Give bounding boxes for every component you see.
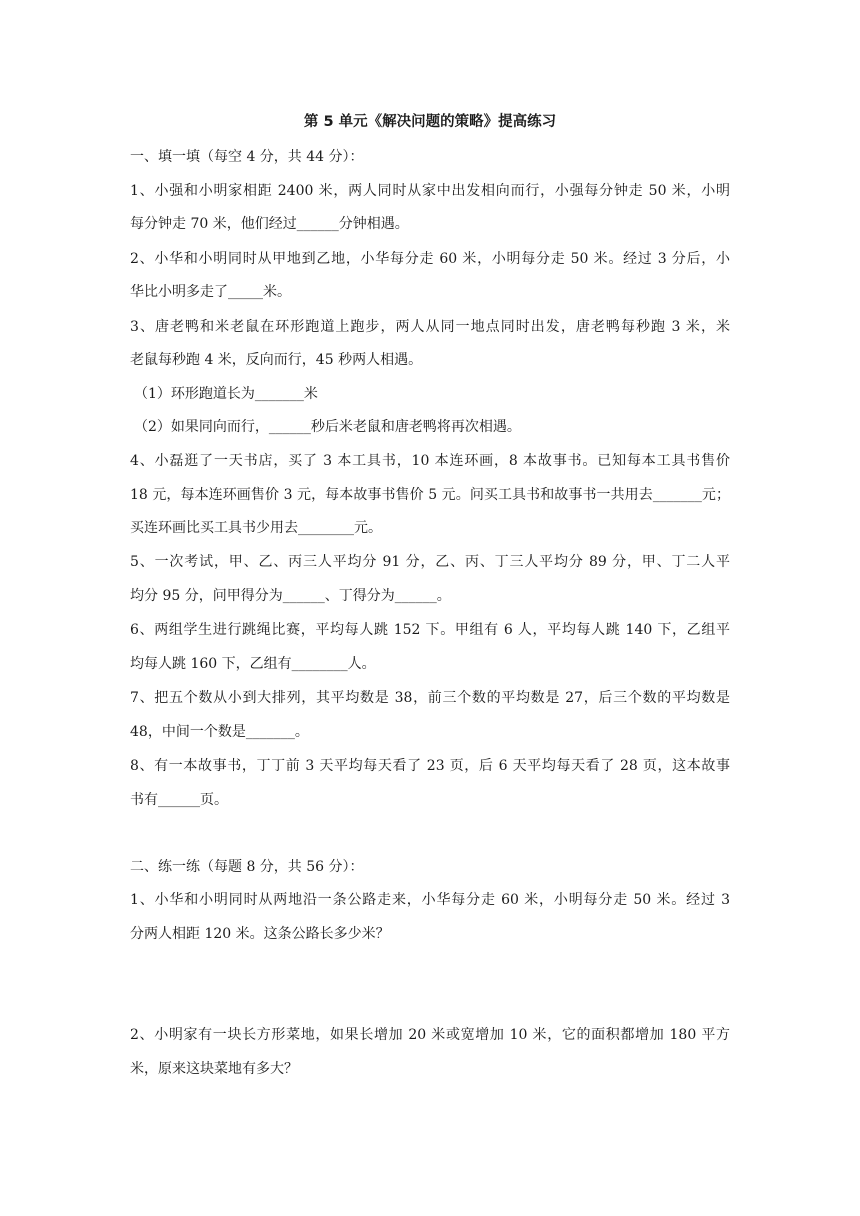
question-line: 均每人跳 160 下，乙组有________人。 [130,656,376,672]
problem-line: 分两人相距 120 米。这条公路长多少米？ [130,926,390,942]
question-line: 6、两组学生进行跳绳比赛，平均每人跳 152 下。甲组有 6 人，平均每人跳 140 下，乙组平 [130,622,730,638]
question-line: 7、把五个数从小到大排列，其平均数是 38，前三个数的平均数是 27，后三个数的平均数是 [130,690,730,706]
question-line: 每分钟走 70 米，他们经过______分钟相遇。 [130,216,409,232]
question-line: 书有______页。 [130,792,228,808]
question-line: 1、小强和小明家相距 2400 米，两人同时从家中出发相向而行，小强每分钟走 50 米，小明 [130,183,730,199]
question-line: 8、有一本故事书，丁丁前 3 天平均每天看了 23 页，后 6 天平均每天看了 28 页，这本故事 [130,758,730,774]
question-line: 4、小磊逛了一天书店，买了 3 本工具书，10 本连环画，8 本故事书。已知每本工具书售价 [130,453,730,469]
question-line: 3、唐老鸭和米老鼠在环形跑道上跑步，两人从同一地点同时出发，唐老鸭每秒跑 3 米，米 [130,319,730,335]
question-line: （1）环形跑道长为_______米 [134,386,318,402]
question-line: 华比小明多走了_____米。 [130,284,291,300]
question-line: 买连环画比买工具书少用去________元。 [130,520,382,536]
section-2-heading: 二、练一练（每题 8 分，共 56 分）： [130,859,364,875]
problem-line: 1、小华和小明同时从两地沿一条公路走来，小华每分走 60 米，小明每分走 50 米。经过 3 [130,892,730,908]
problem-line: 2、小明家有一块长方形菜地，如果长增加 20 米或宽增加 10 米，它的面积都增加 180 平方 [130,1027,730,1043]
question-line: （2）如果同向而行，______秒后米老鼠和唐老鸭将再次相遇。 [134,419,521,435]
problem-line: 米，原来这块菜地有多大？ [130,1061,298,1077]
section-1-heading: 一、填一填（每空 4 分，共 44 分）： [130,149,364,165]
question-line: 48，中间一个数是_______。 [130,724,309,740]
question-line: 均分 95 分，问甲得分为______、丁得分为______。 [130,588,451,604]
question-line: 老鼠每秒跑 4 米，反向而行，45 秒两人相遇。 [130,352,423,368]
question-line: 5、一次考试，甲、乙、丙三人平均分 91 分，乙、丙、丁三人平均分 89 分，甲、丁二人平 [130,554,730,570]
page-title: 第 5 单元《解决问题的策略》提高练习 [303,114,557,130]
question-line: 2、小华和小明同时从甲地到乙地，小华每分走 60 米，小明每分走 50 米。经过 3 分后，小 [130,251,730,267]
question-line: 18 元，每本连环画售价 3 元，每本故事书售价 5 元。问买工具书和故事书一共用去_______元； [130,487,730,503]
